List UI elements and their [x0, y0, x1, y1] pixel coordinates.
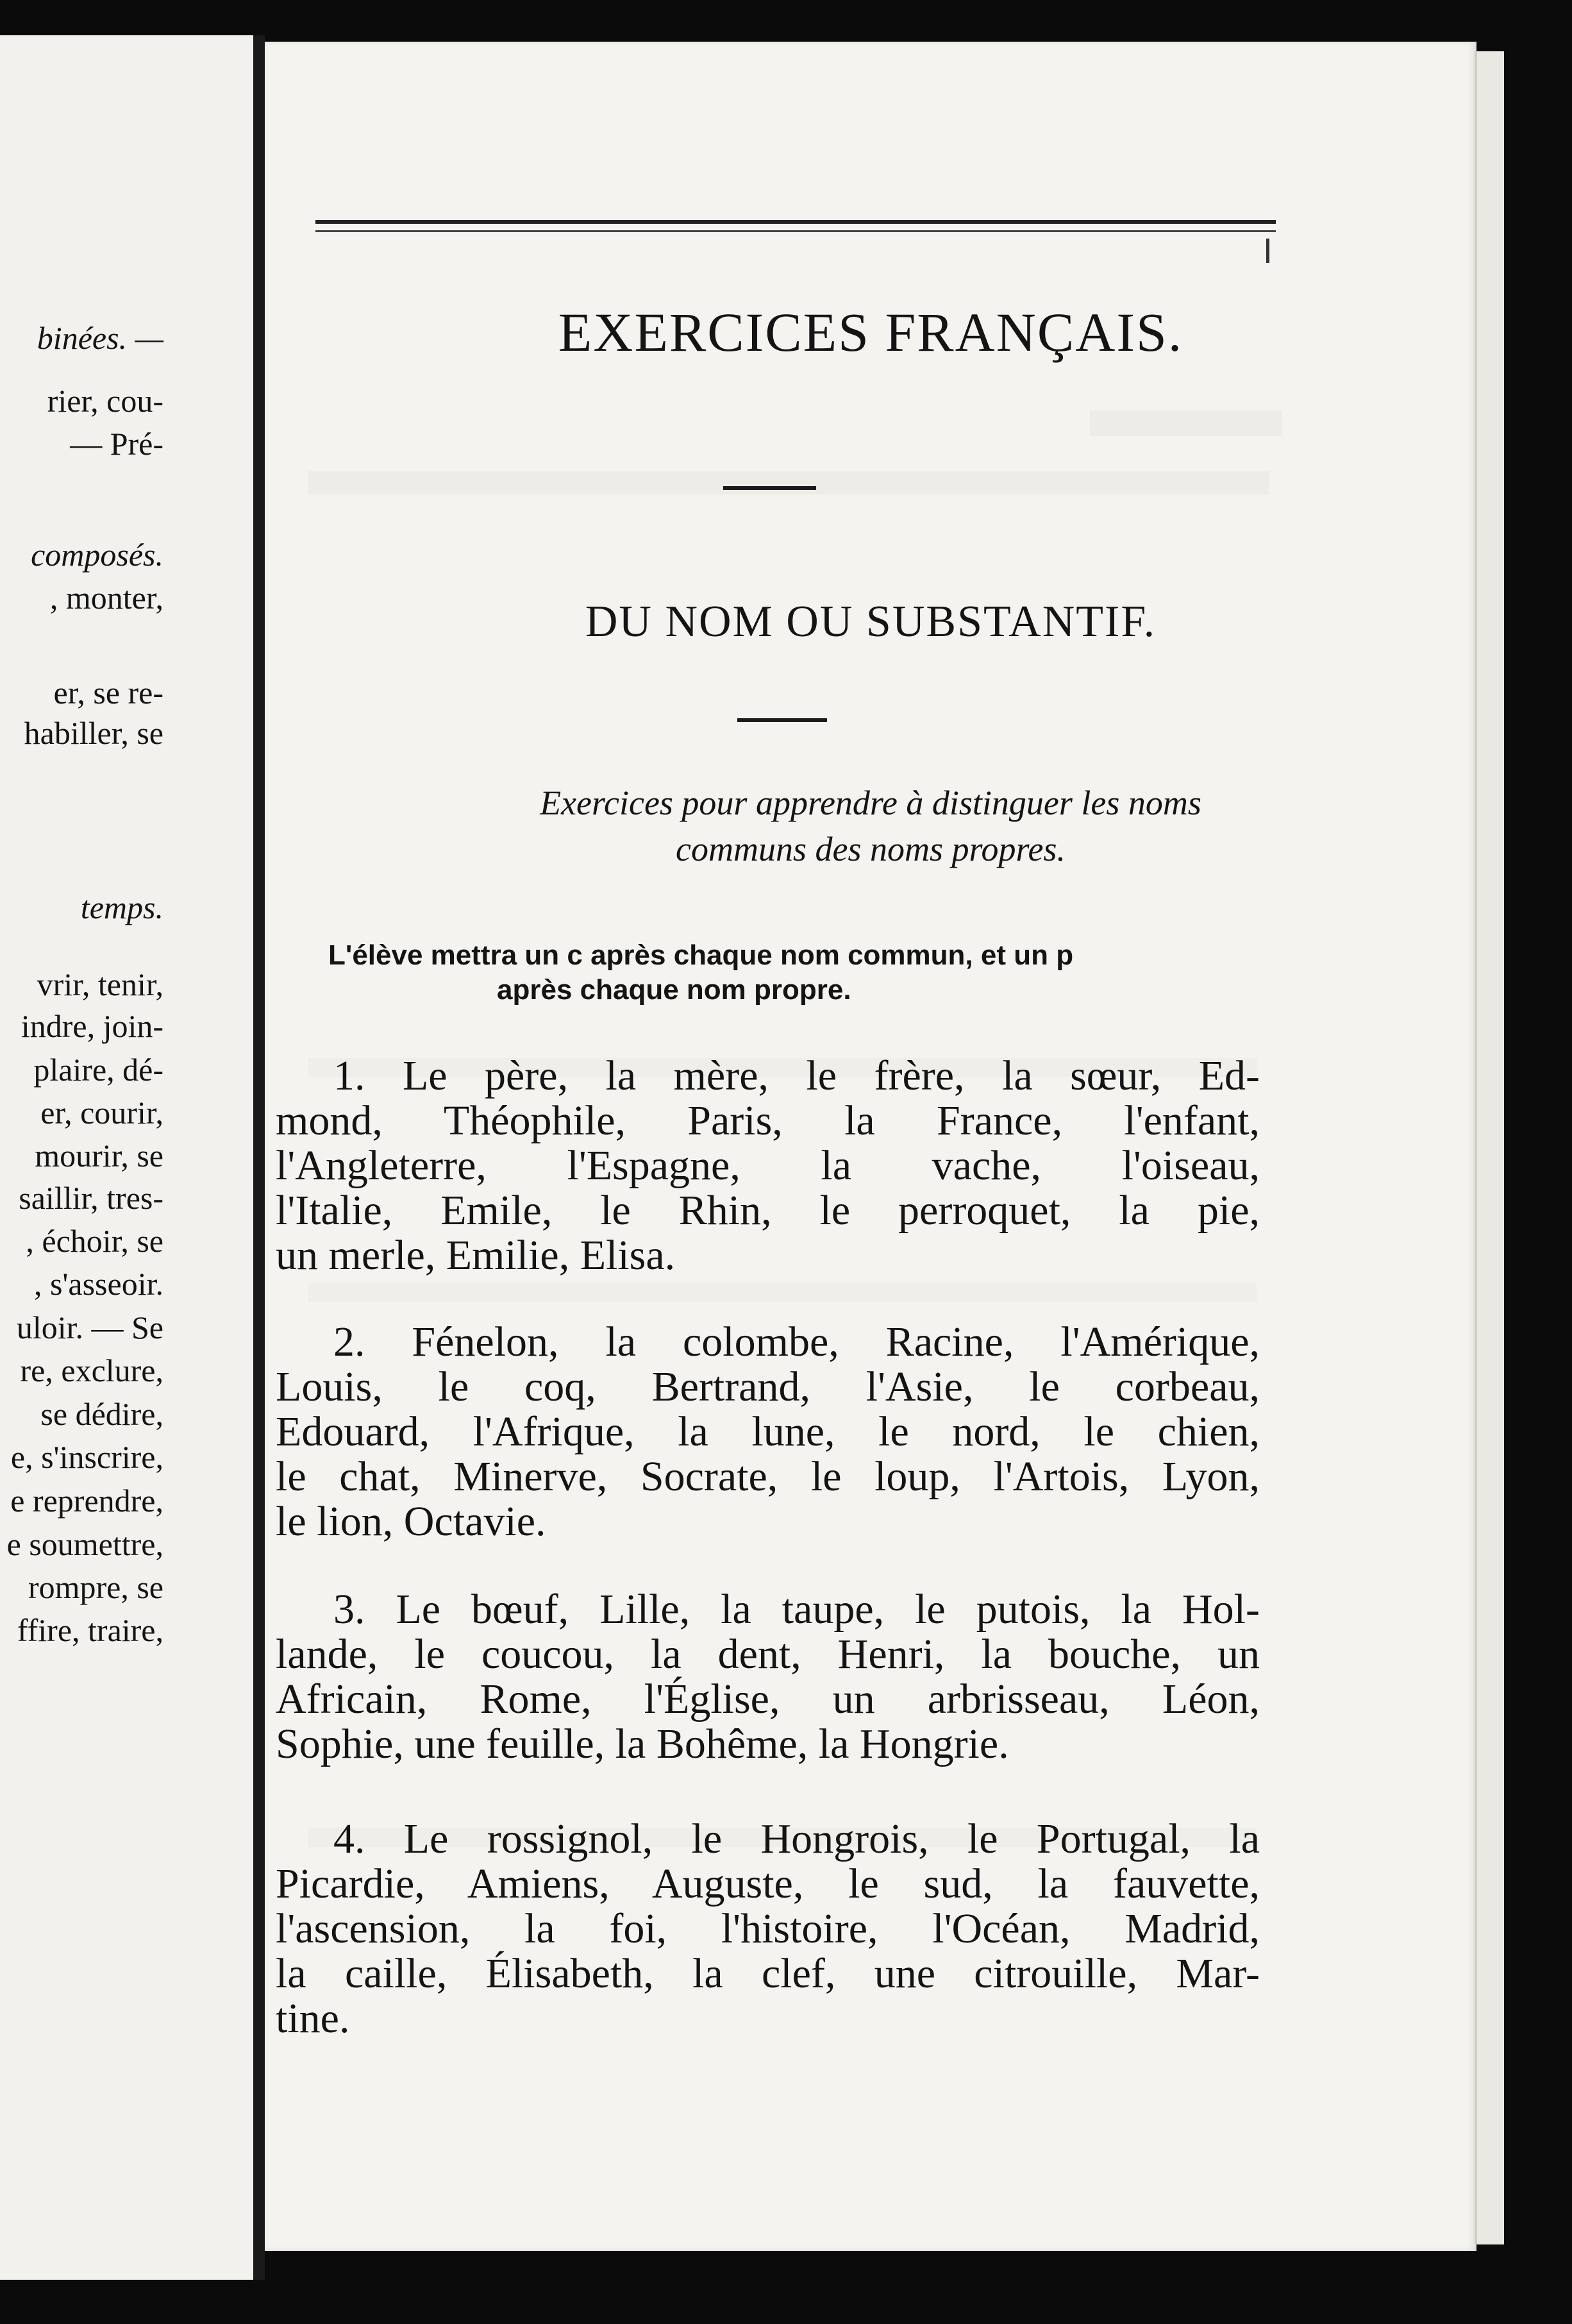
left-text-line: — Pré-	[70, 426, 163, 462]
instruction-italic-line: Exercices pour apprendre à distinguer les noms	[540, 784, 1201, 822]
exercise-4-line: Picardie, Amiens, Auguste, le sud, la fauvette,	[276, 1860, 1260, 1907]
header-tick-mark	[1266, 239, 1269, 263]
bleed-through-mark	[1090, 410, 1282, 436]
exercise-4-line: l'ascension, la foi, l'histoire, l'Océan, Madrid,	[276, 1905, 1260, 1952]
page-edge	[1475, 51, 1504, 2244]
instruction-bold-line: après chaque nom propre.	[497, 974, 851, 1006]
exercise-2-line: le chat, Minerve, Socrate, le loup, l'Artois, Lyon,	[276, 1453, 1260, 1500]
left-text-line: e reprendre,	[10, 1483, 163, 1519]
short-rule	[737, 718, 827, 722]
exercise-3-line: 3. Le bœuf, Lille, la taupe, le putois, la Hol-	[333, 1586, 1260, 1633]
left-text-line: vrir, tenir,	[37, 966, 163, 1002]
instruction-italic-line: communs des noms propres.	[676, 830, 1066, 868]
exercise-1-line: 1. Le père, la mère, le frère, la sœur, Ed-	[333, 1052, 1260, 1099]
left-text-line: rompre, se	[28, 1569, 163, 1605]
exercise-2-line: 2. Fénelon, la colombe, Racine, l'Amérique,	[333, 1318, 1260, 1365]
exercise-3-line: Sophie, une feuille, la Bohême, la Hongrie.	[276, 1721, 1009, 1767]
exercise-3-line: lande, le coucou, la dent, Henri, la bouche, un	[276, 1631, 1260, 1678]
exercise-4-line: tine.	[276, 1995, 350, 2042]
instruction-bold-line: L'élève mettra un c après chaque nom commun, et un p	[328, 939, 1074, 971]
left-text-line: , s'asseoir.	[33, 1266, 163, 1302]
left-text-line: temps.	[80, 889, 163, 925]
left-text-line: indre, join-	[21, 1008, 163, 1044]
left-text-line: , échoir, se	[26, 1223, 163, 1259]
running-title: EXERCICES FRANÇAIS.	[558, 301, 1183, 363]
header-rule	[315, 220, 1276, 232]
left-text-line: plaire, dé-	[33, 1052, 163, 1088]
left-text-line: ffire, traire,	[17, 1612, 163, 1648]
bleed-through-mark	[308, 471, 1269, 494]
exercise-4-line: la caille, Élisabeth, la clef, une citrouille, Mar-	[276, 1950, 1260, 1997]
left-text-line: se dédire,	[40, 1396, 163, 1432]
exercise-4-line: 4. Le rossignol, le Hongrois, le Portugal, la	[333, 1815, 1260, 1862]
exercise-1-line: l'Angleterre, l'Espagne, la vache, l'oiseau,	[276, 1142, 1260, 1189]
exercise-2-line: Louis, le coq, Bertrand, l'Asie, le corbeau,	[276, 1363, 1260, 1410]
left-text-line: e, s'inscrire,	[10, 1439, 163, 1475]
exercise-1-line: un merle, Emilie, Elisa.	[276, 1232, 676, 1279]
short-rule	[723, 486, 816, 490]
section-title: DU NOM OU SUBSTANTIF.	[585, 597, 1157, 646]
left-text-line: binées. —	[37, 320, 163, 356]
exercise-3-line: Africain, Rome, l'Église, un arbrisseau, Léon,	[276, 1676, 1260, 1722]
left-facing-page	[0, 35, 253, 2280]
left-text-line: er, courir,	[40, 1095, 163, 1131]
left-text-line: composés.	[31, 537, 163, 573]
left-text-line: rier, cou-	[47, 383, 163, 419]
left-text-line: mourir, se	[35, 1138, 163, 1174]
exercise-2-line: Edouard, l'Afrique, la lune, le nord, le chien,	[276, 1408, 1260, 1455]
bleed-through-mark	[308, 1283, 1257, 1302]
left-text-line: saillir, tres-	[19, 1180, 163, 1216]
left-text-line: , monter,	[49, 580, 163, 616]
exercise-2-line: le lion, Octavie.	[276, 1498, 546, 1545]
left-text-line: er, se re-	[53, 675, 163, 711]
exercise-1-line: mond, Théophile, Paris, la France, l'enfant,	[276, 1097, 1260, 1144]
left-text-line: e soumettre,	[6, 1526, 163, 1562]
book-gutter	[253, 35, 265, 2280]
left-text-line: re, exclure,	[20, 1352, 163, 1388]
exercise-1-line: l'Italie, Emile, le Rhin, le perroquet, la pie,	[276, 1187, 1260, 1234]
left-text-line: habiller, se	[24, 715, 163, 751]
left-text-line: uloir. — Se	[16, 1309, 163, 1345]
